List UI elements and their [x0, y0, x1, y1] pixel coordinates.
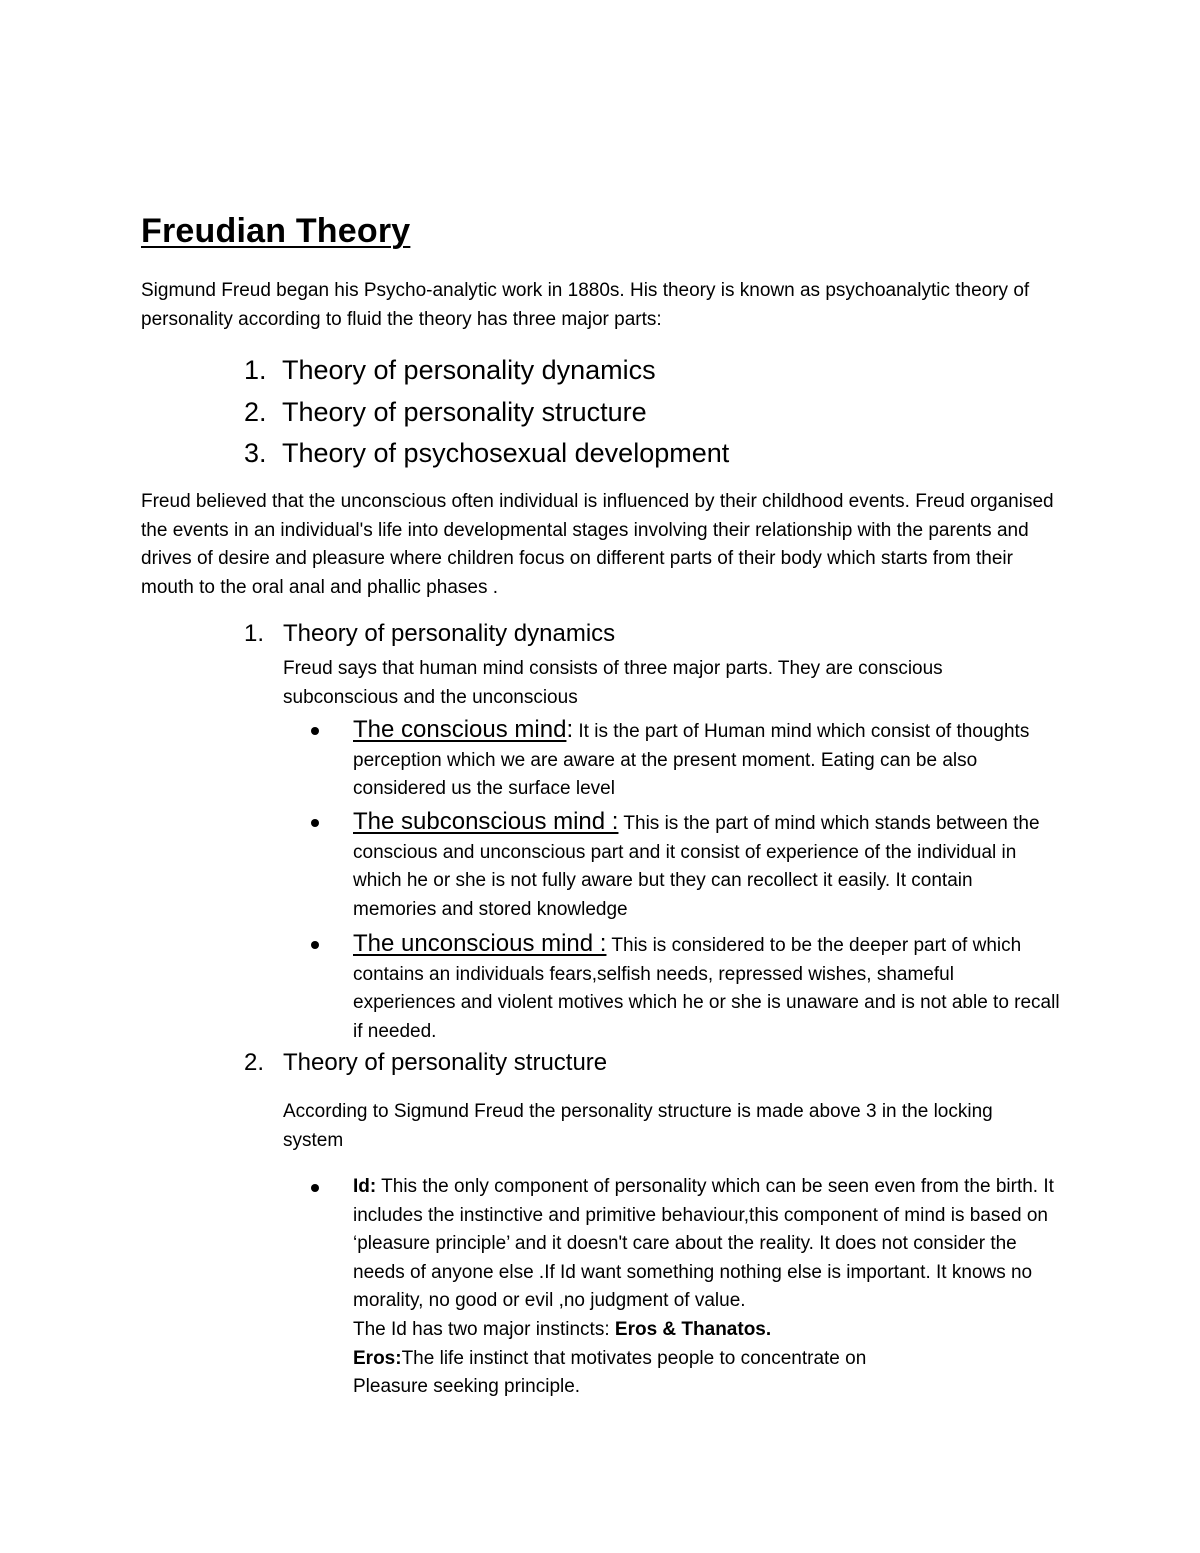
section-heading-structure: [244, 1049, 607, 1077]
bullet-separator: :: [566, 716, 574, 743]
bullet-dot-icon: [311, 941, 319, 949]
section-title: Theory of personality structure: [283, 1049, 608, 1076]
freud-paragraph: Freud believed that the unconscious often individual is influenced by their childhood events. Freud organised the events in an individual's life into developmental stages involving their relationship with the parents and drives of desire and pleasure where children focus on different parts of their body which starts from their mouth to the oral anal and phallic phases .: [141, 491, 1054, 598]
section-number: 1.: [244, 620, 265, 647]
bullet-term: Id:: [353, 1176, 377, 1197]
list-number: 2.: [244, 396, 267, 427]
list-number: 1.: [244, 355, 267, 385]
eros-line: [353, 1345, 1061, 1374]
list-number: 3.: [244, 438, 267, 468]
bullet-id: [311, 1173, 1061, 1402]
list-item: [244, 351, 729, 393]
instincts-line: [353, 1316, 1061, 1345]
bullet-term: The conscious mind: [353, 716, 567, 743]
bullet-dot-icon: [311, 1184, 319, 1192]
instincts-prefix: The Id has two major instincts:: [353, 1318, 615, 1340]
eros-text: The life instinct that motivates people to concentrate on: [401, 1347, 867, 1369]
list-item: [244, 393, 729, 435]
list-label: Theory of psychosexual development: [282, 438, 730, 468]
instincts-names: Eros & Thanatos.: [614, 1318, 772, 1340]
bullet-text: It is the part of Human mind which consist of thoughts perception which we are aware at the present moment. Eating can be also considered us the surface level: [353, 721, 1030, 800]
list-label: Theory of personality dynamics: [282, 355, 656, 385]
page-title: Freudian Theory: [141, 212, 411, 250]
bullet-term: The unconscious mind :: [353, 930, 607, 957]
bullet-subconscious-mind: [311, 808, 1061, 924]
bullet-text: This is considered to be the deeper part of which contains an individuals fears,selfish needs, repressed wishes, shameful experiences and violent motives which he or she is unaware and is not able to recall if needed.: [353, 935, 1060, 1042]
section-title: Theory of personality dynamics: [283, 620, 616, 647]
intro-paragraph: Sigmund Freud began his Psycho-analytic work in 1880s. His theory is known as psychoanalytic theory of personality according to fluid the theory has three major parts:: [141, 280, 1030, 330]
list-label: Theory of personality structure: [282, 396, 647, 427]
section-heading-dynamics: [244, 620, 615, 648]
bullet-dot-icon: [311, 819, 319, 827]
bullet-term: The subconscious mind :: [353, 808, 619, 835]
bullet-dot-icon: [311, 727, 319, 735]
section-number: 2.: [244, 1049, 265, 1076]
dynamics-paragraph: Freud says that human mind consists of three major parts. They are conscious subconscious and the unconscious: [283, 658, 943, 708]
eros-term: Eros:: [353, 1347, 402, 1369]
theory-parts-list: [244, 351, 729, 476]
eros-line-2: Pleasure seeking principle.: [353, 1376, 581, 1398]
list-item: [244, 434, 729, 476]
structure-paragraph: According to Sigmund Freud the personality structure is made above 3 in the locking system: [283, 1101, 993, 1151]
bullet-conscious-mind: [311, 716, 1061, 804]
bullet-text: This the only component of personality which can be seen even from the birth. It includes the instinctive and primitive behaviour,this component of mind is based on ‘pleasure principle’ and it doesn't care about the reality. It does not consider the needs of anyone else .If Id want something nothing else is important. It knows no morality, no good or evil ,no judgment of value.: [353, 1176, 1054, 1312]
bullet-text: This is the part of mind which stands between the conscious and unconscious part and it consist of experience of the individual in which he or she is not fully aware but they can recollect it easily. It contain memories and stored knowledge: [353, 813, 1040, 920]
bullet-unconscious-mind: [311, 930, 1061, 1046]
